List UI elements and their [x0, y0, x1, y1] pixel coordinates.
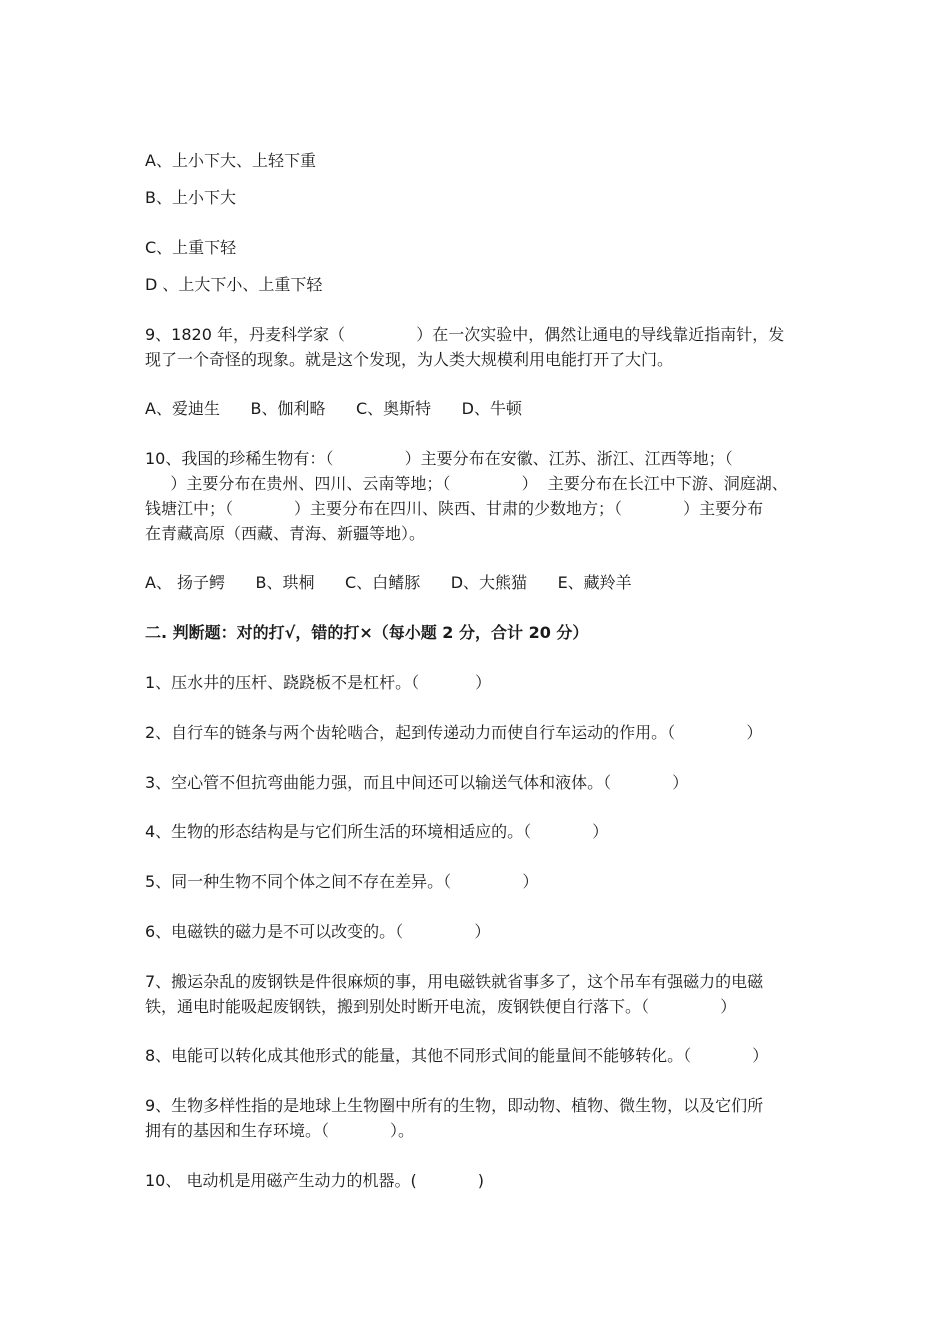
q10-stem-line-4: 在青藏高原（西藏、青海、新疆等地）。: [145, 524, 426, 543]
tf-question-1: 1、压水井的压杆、跷跷板不是杠杆。（ ）: [145, 673, 492, 692]
tf-question-7-line-1: 7、搬运杂乱的废钢铁是件很麻烦的事，用电磁铁就省事多了，这个吊车有强磁力的电磁: [145, 972, 764, 991]
tf-question-9-line-2: 拥有的基因和生存环境。（ ）。: [145, 1121, 415, 1140]
q9-stem-line-1: 9、1820 年，丹麦科学家（ ）在一次实验中，偶然让通电的导线靠近指南针，发: [145, 325, 785, 344]
q10-options: A、 扬子鳄 B、珙桐 C、白鳍豚 D、大熊猫 E、藏羚羊: [145, 573, 632, 592]
tf-question-2: 2、自行车的链条与两个齿轮啮合，起到传递动力而使自行车运动的作用。（ ）: [145, 723, 763, 742]
tf-question-3: 3、空心管不但抗弯曲能力强，而且中间还可以输送气体和液体。（ ）: [145, 773, 689, 792]
tf-question-7-line-2: 铁，通电时能吸起废钢铁，搬到别处时断开电流，废钢铁便自行落下。（ ）: [145, 997, 737, 1016]
tf-question-8: 8、电能可以转化成其他形式的能量，其他不同形式间的能量间不能够转化。（ ）: [145, 1046, 769, 1065]
q9-options: A、爱迪生 B、伽利略 C、奥斯特 D、牛顿: [145, 399, 522, 418]
tf-question-9-line-1: 9、生物多样性指的是地球上生物圈中所有的生物，即动物、植物、微生物，以及它们所: [145, 1096, 764, 1115]
q8-option-b: B、上小下大: [145, 188, 236, 207]
tf-question-6: 6、电磁铁的磁力是不可以改变的。（ ）: [145, 922, 491, 941]
tf-question-5: 5、同一种生物不同个体之间不存在差异。（ ）: [145, 872, 539, 891]
q8-option-c: C、上重下轻: [145, 238, 237, 257]
tf-question-4: 4、生物的形态结构是与它们所生活的环境相适应的。（ ）: [145, 822, 609, 841]
q10-stem-line-3: 钱塘江中；（ ）主要分布在四川、陕西、甘肃的少数地方；（ ）主要分布: [145, 499, 764, 518]
q8-option-d: D 、上大下小、上重下轻: [145, 275, 323, 294]
q10-stem-line-1: 10、我国的珍稀生物有：（ ）主要分布在安徽、江苏、浙江、江西等地；（: [145, 449, 733, 468]
q9-stem-line-2: 现了一个奇怪的现象。就是这个发现，为人类大规模利用电能打开了大门。: [145, 350, 674, 369]
section-2-heading: 二. 判断题：对的打√，错的打×（每小题 2 分，合计 20 分）: [145, 623, 589, 642]
q10-stem-line-2: ）主要分布在贵州、四川、云南等地；（ ） 主要分布在长江中下游、洞庭湖、: [145, 474, 788, 493]
tf-question-10: 10、 电动机是用磁产生动力的机器。( ): [145, 1171, 484, 1190]
q8-option-a: A、上小下大、上轻下重: [145, 151, 316, 170]
